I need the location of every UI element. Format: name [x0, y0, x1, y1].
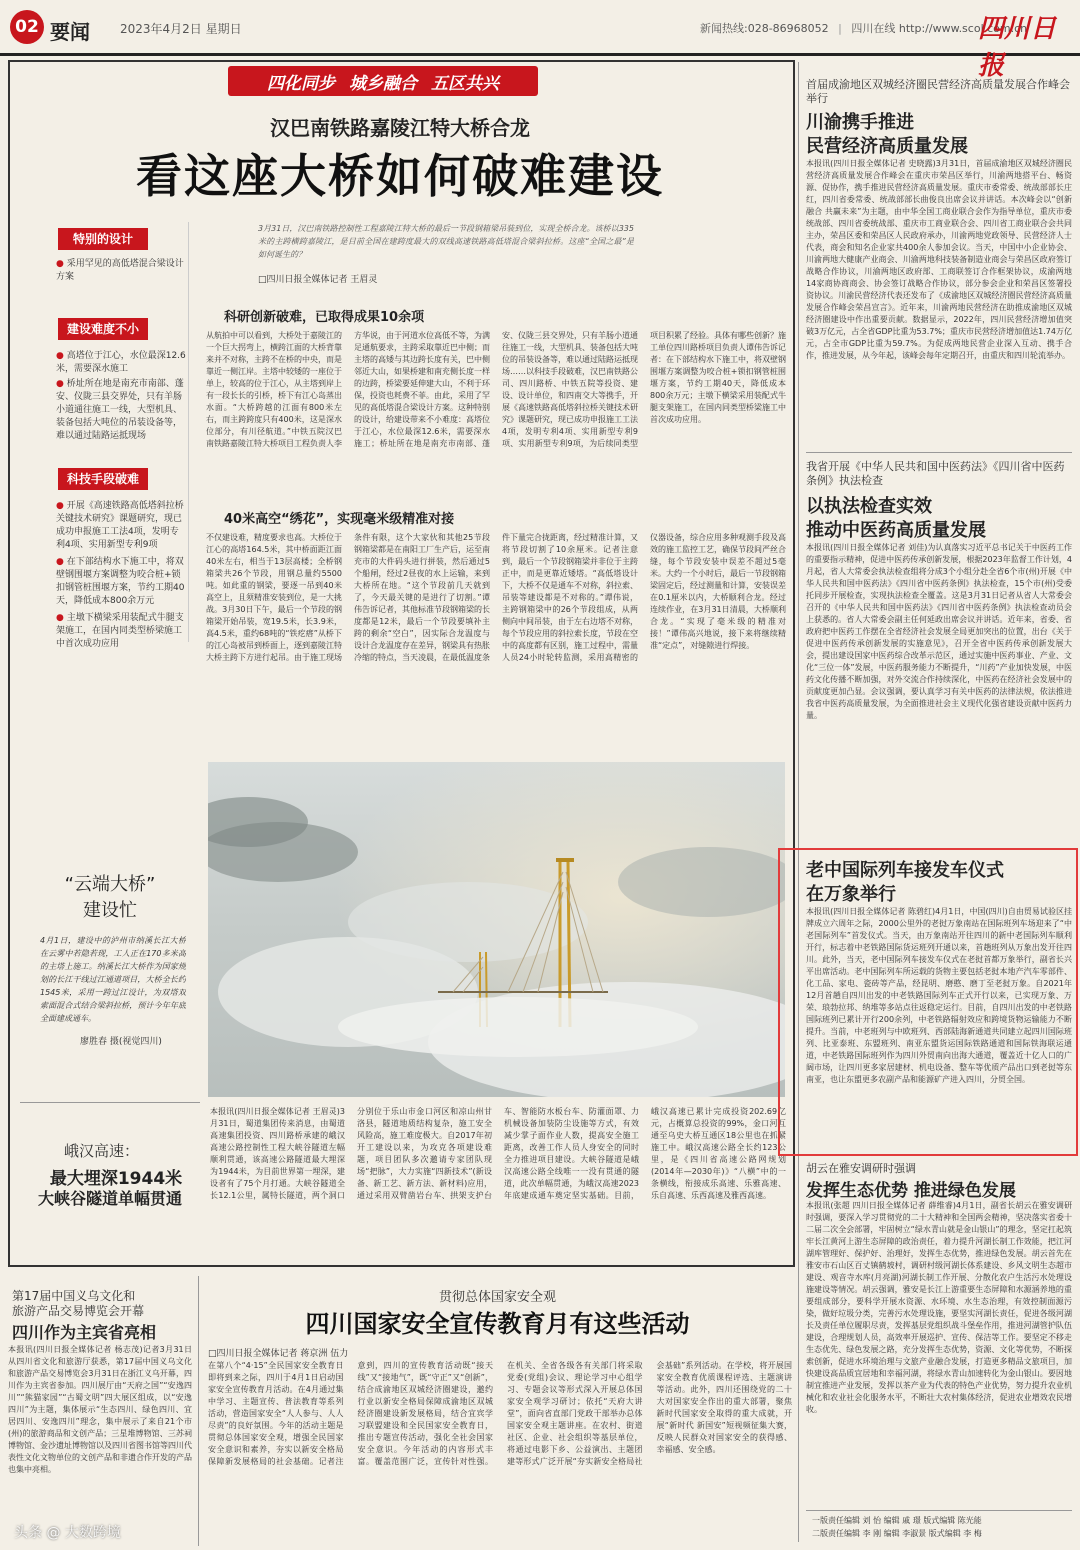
tunnel-kicker: 峨汉高速： — [64, 1142, 140, 1160]
article2-kicker: 我省开展《中华人民共和国中医药法》《四川省中医药条例》执法检查 — [806, 460, 1065, 487]
sidebar-tag-design: 特别的设计 — [58, 228, 148, 250]
article1-title-2: 民营经济高质量发展 — [806, 136, 968, 157]
banner-right: 五区共兴 — [431, 73, 499, 94]
sidebar-divider — [188, 222, 189, 642]
sidebar-item-tech-1: ● 开展《高速铁路高低塔斜拉桥关键技术研究》课题研究，现已成功申报施工工法4项，发明专利4项、实用新型专利9项 — [56, 501, 184, 550]
article4-body: 本报讯(张超 四川日报全媒体记者 薛维睿)4月1日，副省长胡云在雅安调研时强调，要深入学习贯彻党的二十大精神和全国两会精神，坚决落实省委十二届二次全会部署，牢固树立“绿水青山就是金山银山”的理念，坚定扛起筑牢长江黄河上游生态屏障的政治责任，着力提升河湖长制工作效能，把江河湖库管理好、保护好、治理好，发挥生态优势，推进绿色发展。胡云首先在雅安市石山区百丈镇鹤坡村，调研村级河湖长体系建设、乡风文明生态超市建设、观音寺水库(月亮湖)河湖长制工作开展、分散化农户生活污水处理设施建设等情况。胡云强调，雅安是长江上游重要生态屏障和水源涵养地的重要组成部分，要科学开展水资源、水环境、水生态治理，有效控制面源污染，做好垃圾分类，完善污水处理设施，要坚实河湖长责任，促进各级河湖长及责任单位履职尽责，发挥基层党组织战斗堡垒作用，推进河湖管护队伍建设，合理规划人员，高效率开展巡护、宣传、保洁等工作。要坚定不移走生态优先、绿色发展之路，充分发挥生态优势，资源、文化等优势，不断探索创新，促进水环境治理与文旅产业融合发展，打造更多精品文旅项目，加快建设高品质宜居地和幸福河湖，将绿水青山加速转化为金山银山。要因地制宜推进产业发展，发挥以茶产业为代表的特色产业优势，努力提升农业机械化和农业社会化服务水平，不断壮大农村集体经济，促进农业增效农民增收。 — [806, 1201, 1072, 1414]
right-column-divider — [798, 62, 799, 1542]
sidebar-tag-tech: 科技手段破难 — [58, 468, 148, 490]
page-number-badge: 02 — [10, 10, 44, 44]
expo-kicker-2: 旅游产品交易博览会开幕 — [12, 1304, 145, 1318]
bullet-icon: ● — [56, 259, 67, 269]
sidebar-item-design: ● 采用罕见的高低塔混合梁设计方案 — [56, 259, 184, 282]
bullet-icon: ● — [56, 379, 67, 389]
tunnel-title-2: 大峡谷隧道单幅贯通 — [37, 1189, 182, 1208]
bullet-icon: ● — [56, 351, 67, 361]
article2-title-1: 以执法检查实效 — [806, 496, 932, 517]
lead-kicker: 汉巴南铁路嘉陵江特大桥合龙 — [270, 116, 530, 140]
photo-caption-text: 4月1日，建设中的泸州市纳溪长江大桥在云雾中若隐若现，工人正在170多米高的主塔上施工。纳溪长江大桥作为国家规划的长江干线过江通道项目，大桥全长约1545米，采用一跨过江设计，为双塔双索面混合式结合梁斜拉桥，预计今年年底全面建成通车。 — [40, 936, 186, 1023]
column-divider — [198, 1276, 199, 1546]
article2-title-2: 推动中医药高质量发展 — [806, 520, 986, 541]
watermark: 头条 @ 大数跨境 — [14, 1525, 121, 1541]
divider: | — [838, 22, 842, 35]
issue-date: 2023年4月2日 星期日 — [120, 22, 242, 36]
article1-kicker: 首届成渝地区双城经济圈民营经济高质量发展合作峰会举行 — [806, 78, 1070, 105]
article3-title-1: 老中国际列车接发车仪式 — [806, 860, 1004, 881]
section-rule — [20, 1102, 200, 1103]
photo-credit: 廖胜春 摄(视觉四川) — [80, 1037, 162, 1047]
lead-intro: 3月31日，汉巴南铁路控制性工程嘉陵江特大桥的最后一节段钢箱梁吊装到位，实现全桥合龙。该桥以335米的主跨横跨嘉陵江，是目前全国在建跨度最大的双线高速铁路高低塔混合梁斜拉桥。这座“全国之最”是如何诞生的？ — [258, 224, 634, 259]
editor-credit-1: 一版责任编辑 刘 怡 编辑 戚 璟 版式编辑 陈光能 — [812, 1516, 982, 1525]
lead-body-2: 不仅建设难，精度要求也高。大桥位于江心的高塔164.5米，其中桥面距江面40米左右，相当于13层高楼；全桥钢箱梁共26个节段，用钢总量约5500吨。如此重的钢梁，要逐一吊到40米高空上，且须精准安装到位，是一大挑战。3月30日下午，最后一个节段的钢箱梁开始吊装，宽19.5米，长3.9米，高4.5米，重约68吨的“铁疙瘩”从桥下的江心岛被吊到桥面上，逐到嘉陵江特大桥主跨下方进行起吊。由于施工现场条件有限，这个大家伙和其他25节段钢箱梁都是在南阳工厂生产后，运至南充市的大件码头进行拼装，然后通过5个船闸，经过2昼夜的水上运输，来到大桥所在地。“这个节段前几天就到了，今天最关键的是进行了切割。”谭伟告诉记者，其他标准节段钢箱梁的长度都是12米，最后一个节段要填补主跨的剩余“空白”，因实际合龙温度与设计合龙温度存在差异，钢梁具有热胀冷缩的特点，当天凌晨，在最低温度条件下量完合拢距离，经过精准计算，又将节段切割了10余厘米。记者注意到，最后一个节段钢箱梁并非位于主跨正中，而是更靠近矮塔。“高低塔设计下，大桥不仅是通车不对称，斜拉索、吊装等建设都是不对称的。”谭伟说，主跨钢箱梁中的26个节段组成，从两侧向中间吊装，由于左右边塔不对称，每个节段应用的斜拉索长度，节段在空中的高度都有区别，施工过程中，需量人员24小时轮转监测，采用高精密的仪器设备，综合应用多种观测手段及高效的施工监控工艺，确保节段间严丝合缝，每个节段安装中误差不超过5毫米。大约一个小时后，最后一节段钢箱梁固定后，经过测量和计算，安装误差在0.1厘米以内，大桥顺利合龙。经过连续作业，在3月31日清晨，大桥顺利合龙。“实现了毫米级的精准对接！”谭伟高兴地说，接下来将继续精准“定点”，对缝隙进行焊接。 — [206, 533, 786, 662]
article1-body: 本报讯(四川日报全媒体记者 史晓露)3月31日，首届成渝地区双城经济圈民营经济高质量发展合作峰会在重庆市荣昌区举行，川渝两地搭平台、畅资源、促协作，携手推进民营经济高质量发展。重庆市委常委、统战部部长庄红，四川省委常委、统战部部长曲俊良出席会议并讲话。本次峰会以“创新融合 共赢未来”为主题，由中华全国工商业联合会作为指导单位，重庆市委统战部、四川省委统战部、重庆市工商业联合会、四川省工商业联合会共同主办，荣昌区委和荣昌区人民政府承办，川渝两地党政领导、民营经济人士代表，商会和知名企业家共400余人参加会议。当天，中国中小企业协会、川渝两地大健康产业商会、川渝两地科技装备制造业商会与荣昌区政府签订战略合作协议，川渝两地区政府部、工商联签订合作框架协议，成渝两地14家商协商商会、协会签订战略合作协议，部分参会企业和荣昌区签署投资协议。川渝民营经济代表还发布了《成渝地区双城经济圈民营经济高质量发展合作峰会荣昌宣言》。近年来，川渝两地民营经济在助推成渝地区双城经济圈建设中作出重要贡献。数据显示，2022年，四川民营经济增加值突破3万亿元，占全省GDP比重为53.7%；重庆市民营经济增加值达1.74万亿元，占全市GDP比重为59.7%。为促成两地民营企业深入互动、携手合作，推进发展，从今年起，该峰会每年定期召开，由重庆和四川轮流举办。 — [806, 159, 1072, 360]
editor-credit-2: 二版责任编辑 李 刚 编辑 李淑景 版式编辑 李 梅 — [812, 1529, 982, 1538]
bullet-icon: ● — [56, 501, 67, 511]
sidebar-item-tech-3: ● 主墩下横梁采用装配式牛腿支架施工，在国内同类型桥梁施工中首次成功应用 — [56, 613, 184, 649]
banner-mid: 城乡融合 — [349, 73, 417, 94]
lead-byline: □四川日报全媒体记者 王眉灵 — [258, 275, 378, 285]
section-rule — [806, 452, 1072, 453]
bridge-in-fog-image — [208, 762, 785, 1097]
newspaper-logo: 四川日报 — [978, 14, 1057, 81]
lead-subhead-2: 40米高空“绣花”，实现毫米级精准对接 — [224, 512, 455, 527]
bullet-icon: ● — [56, 613, 67, 623]
sidebar-item-difficulty-1: ● 高塔位于江心，水位最深12.6米，需要深水施工 — [56, 351, 186, 374]
article3-body: 本报讯(四川日报全媒体记者 陈碧红)4月1日，中国(四川)自由贸易试验区挂牌成立六周年之际，2000公里外的老挝万象南站在国际班列车场迎来了“中老国际列车”首发仪式。当天，由万象南站开往四川的新中老国际列车顺利开行，标志着中老铁路国际货运班列开通以来，首趟班列从万象出发开往四川。此外，当天，老中国际列车接发车仪式在老挝首都万象举行，副省长兴平出席活动。老中国际列车所运载的货物主要包括老挝本地产汽车零部件、化工品、家电、瓷砖等产品，经昆明、磨憨、磨丁至老挝万象。自2021年12月首趟自四川出发的中老铁路国际列车正式开行以来，已实现万象、万荣、琅勃拉邦、纳堆等多站点往返稳定运行。目前，自四川出发的中老铁路国际班列已累计开行200余列，中老铁路辐射效应和跨境货物运输能力不断提升。当前，中老班列与中欧班列、西部陆海新通道共同建立起四川国际班列、比亚泰班、东盟班列、南亚东盟货运国际铁路通道和国际铁海联运通道，中老铁路国际班列作为四川外贸南向出海大通道，覆盖近十亿人口的广阔市场，让四川更多家居建材、机电设备、整车等优质产品出口到老挝等东南亚，也让东盟更多农副产品和能源矿产进入四川，分贸全国。 — [806, 907, 1072, 1084]
bullet-icon: ● — [56, 557, 67, 567]
tunnel-title-1: 最大埋深1944米 — [49, 1169, 183, 1189]
security-byline: □四川日报全媒体记者 蒋京洲 伍力 — [208, 1349, 349, 1359]
expo-title: 四川作为主宾省亮相 — [12, 1323, 157, 1342]
security-title: 四川国家安全宣传教育月有这些活动 — [305, 1310, 690, 1338]
banner — [228, 66, 538, 96]
photo-caption-title-2: 建设忙 — [83, 900, 137, 921]
page-header — [0, 0, 1080, 81]
lead-body-1: 从航拍中可以看到，大桥处于嘉陵江的一个巨大拐弯上，横跨江面的大桥背靠来并不对称，主跨不在桥的中央，而是靠近一侧江岸。主塔中较矮的一座位于单上，较高的位于江心，从主塔到岸上有一段长长的引桥，桥下有江心岛蒸出水面。“大桥跨越的江面有800米左右，而主跨跨度只有400米，这是深水位部分，有川径航道。”中铁五院汉巴南铁路嘉陵江特大桥项目工程负责人李方华说，由于河道水位高低不等，为满足通航要求，主跨采取靠近巴中侧；而主塔的高矮与其边跨长度有关，巴中侧邻近大山，如果桥建和南充侧长度一样的边跨，桥梁要延伸建大山，不利于环保，投资也耗费不菲。由此，采用了罕见的高低塔混合梁设计方案。这种特别的设计，给建设带来不小难度：高塔位于江心，水位最深12.6米，需要深水施工；桥址所在地是南充市南部、蓬安、仪陇三县交界处，只有羊肠小道通往施工一线，大型机具、装备包括大吨位的吊装设备等，难以通过陆路运抵现场……以科技手段破难，汉巴南铁路公司、四川路桥、中铁五院等投资、建设、设计单位，和四南交大等携手，开展《高速铁路高低塔斜拉桥关键技术研究》课题研究，现已成功申报施工工法4项，发明专利4项、实用新型专利9项、实用新型专利9项，为后续同类型项目积累了经验。具体有哪些创新？施工单位四川路桥项目负责人谭伟告诉记者：在下部结构水下施工中，将双壁钢围堰方案调整为咬合桩+锁扣钢管桩围堰方案，节约工期40天，降低成本800余万元；主墩下横梁采用装配式牛腿支架施工，在国内同类型桥梁施工中首次成功应用。 — [206, 331, 786, 448]
lead-headline: 看这座大桥如何破难建设 — [136, 149, 664, 203]
section-name: 要闻 — [50, 20, 90, 44]
fog-bridge-photo — [208, 762, 785, 1097]
tunnel-body: 本报讯(四川日报全媒体记者 王眉灵)3月31日，蜀道集团传来消息，由蜀道高速集团投资、四川路桥承建的峨汉高速公路控制性工程大峡谷隧道左幅顺利贯通，该高速公路隧道最大埋深为1944米，为目前世界第一埋深，建设者有了75个月打通。大峡谷隧道全长12.1公里，属特长隧道，两个洞口分别位于乐山市金口河区和凉山州甘洛县，隧道地质结构复杂，施工安全风险高，施工难度极大。自2017年初开工建设以来，为攻克各项建设难题，项目团队多次邀请专家团队现场“把脉”，大力实施“四新技术”(新设备、新工艺、新方法、新材料)应用，通过采用双臂凿岩台车、拱架支护台车、智能防水板台车、防灌面罩、力机械设备加装防尘设施等方式，有效减少掌子面作业人数，提高安全施工距离，改善工作人员人身安全的同时全力推进项目建设。大峡谷隧道是峨汉高速公路全线唯一一没有贯通的隧道，此次单幅贯通，为峨汉高速2023年底建成通车奠定坚实基础。目前，峨汉高速已累计完成投资202.69亿元，占概算总投资的99%，金口河互通至乌史大桥互通区18公里也在抓紧施工中。峨汉高速公路全长约123公里，是《四川省高速公路网规划(2014年—2030年)》“八横”中的一条横线，衔接成乐高速、乐雅高速、乐自高速、乐西高速及雅西高速。 — [210, 1107, 786, 1200]
sidebar-tag-difficulty: 建设难度不小 — [58, 318, 148, 340]
expo-kicker-1: 第17届中国义乌文化和 — [12, 1289, 136, 1303]
security-body: 在第八个“4·15”全民国家安全教育日即将到来之际，四川于4月1日启动国家安全宣传教育月活动。在4月通过集中学习、主题宣传、普法教育等系列活动，营造国家安全“人人参与、人人尽责”的良好氛围。今年的活动主题是贯彻总体国家安全观，增强全民国家安全意识和素养，夯实以新安全格局保障新发展格局的社会基础。记者注意到，四川的宣传教育活动既“接天线”又“接地气”，既“守正”又“创新”，结合成渝地区双城经济圈建设，邀约行业以新安全格局保障成渝地区双城经济圈建设新发展格局，结合宜宾学习联盟建设和全民国家安全教育日，推出专题宣传活动，强化全社会国家安全意识。今年活动的内容形式丰富。覆盖范围广泛，宣传针对性强。在机关、全省各级各有关部门将采取党委(党组)会议、理论学习中心组学习、专题会议等形式深入开展总体国家安全观学习研讨；依托“天府大讲堂”，面向省直部门党政干部举办总体国家安全观主题讲座。在农村、街道社区、企业、社会组织等基层单位，将通过电影下乡、公益演出、主题团建等形式广泛开展“夯实新安全格局社会基础”系列活动。在学校，将开展国家安全教育优质课程评选、主题演讲等活动。此外，四川还围绕党的二十大对国家安全作出的重大部署，聚焦新时代国家安全取得的重大成就，开展“新时代 新国安”短视频征集大赛，反映人民群众对国家安全的获得感、幸福感、安全感。 — [208, 1361, 792, 1466]
sidebar-item-tech-2: ● 在下部结构水下施工中，将双壁钢围堰方案调整为咬合桩+锁扣钢管桩围堰方案，节约工期40天，降低成本800余万元 — [56, 557, 185, 606]
article3-title-2: 在万象举行 — [806, 884, 896, 905]
article4-kicker: 胡云在雅安调研时强调 — [806, 1162, 916, 1175]
sidebar-item-difficulty-2: ● 桥址所在地是南充市南部、蓬安、仪陇三县交界处，只有羊肠小道通往施工一线，大型机具、装备包括大吨位的吊装设备等，难以通过陆路运抵现场 — [56, 379, 184, 441]
article1-title-1: 川渝携手推进 — [806, 112, 914, 133]
banner-left: 四化同步 — [267, 73, 335, 94]
photo-caption-title-1: “云端大桥” — [64, 874, 156, 895]
section-rule — [806, 1510, 1072, 1511]
website-link[interactable]: 四川在线 http://www.scol.com.cn — [851, 22, 1028, 35]
lead-subhead-1: 科研创新破难，已取得成果10余项 — [224, 310, 425, 325]
expo-body: 本报讯(四川日报全媒体记者 杨志茂)记者3月31日从四川省文化和旅游厅获悉，第17届中国义乌文化和旅游产品交易博览会3月31日在浙江义乌开幕，四川作为主宾省参加。四川展厅由“天府之国”“安逸四川”“熊猫家园”“古蜀文明”四大展区组成，以“安逸四川”为主题，集体展示“生态四川、绿色四川、宜居四川、安逸四川”理念，集中展示了来自21个市(州)的旅游商品和文创产品；三星堆博物馆、三苏祠博物馆、金沙遗址博物馆以及四川省图书馆等四川代表性文化文物单位的文创产品和非遗合作开发的产品也集中亮相。 — [8, 1345, 192, 1474]
article2-body: 本报讯(四川日报全媒体记者 刘佳)为认真落实习近平总书记关于中医药工作的重要指示精神，促进中医药传承创新发展，根据2023年监督工作计划，4月起，省人大常委会执法检查组将分成3个小组分赴全省6个市(州)开展《中华人民共和国中医药法》《四川省中医药条例》执法检查，15个市(州)受委托同步开展检查，实现执法检查全覆盖。这是3月31日记者从省人大常委会召开的《中华人民共和国中医药法》《四川省中医药条例》执法检查动员会上获悉的。省人大常委会副主任何延政出席会议并讲话。近年来，省委、省政府把中医药工作摆在全省经济社会发展全局更加突出的位置，出台《关于促进中医药传承创新发展的实施意见》，召开全省中医药传承创新发展大会，提出建设国家中医药综合改革示范区，通过实施中医药事业、产业、文化“三位一体”发展，中医药服务能力不断提升，“川药”产业加快发展，中医药文化传播不断加强，对外交流合作持续深化，中医药在经济社会发展中的贡献度更加凸显。会议强调，要认真学习有关中医药的法律法规，依法推进我省中医药高质量发展，为全面推进社会主义现代化强省建设贡献中医药力量。 — [806, 543, 1072, 720]
article4-title: 发挥生态优势 推进绿色发展 — [806, 1181, 1016, 1201]
news-hotline: 新闻热线:028-86968052 — [700, 22, 829, 35]
security-kicker: 贯彻总体国家安全观 — [438, 1290, 556, 1305]
